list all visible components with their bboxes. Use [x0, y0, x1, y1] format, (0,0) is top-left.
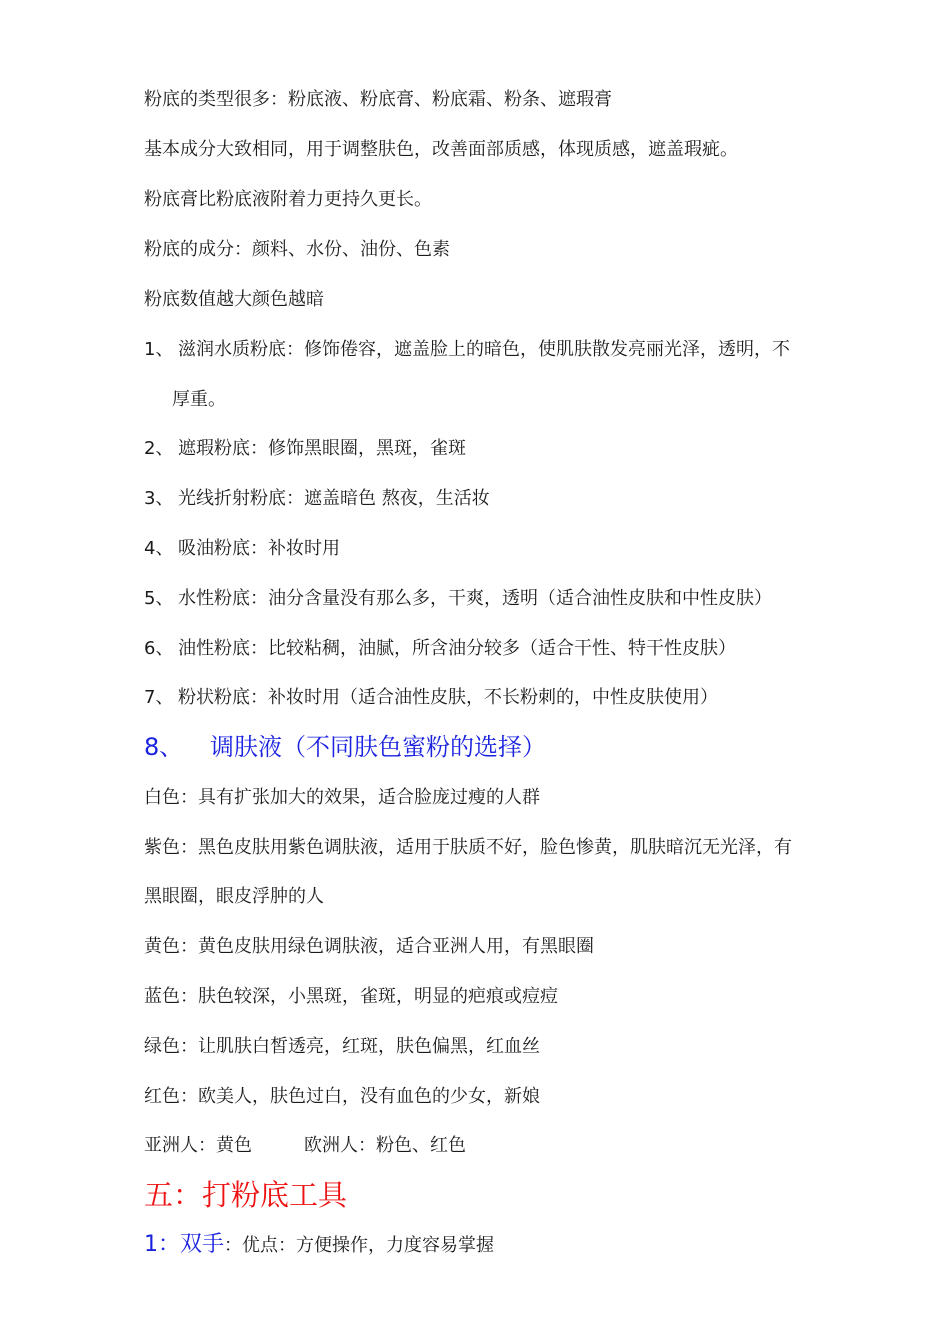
list-item-6 — [144, 637, 736, 661]
intro-line-types: 粉底的类型很多：粉底液、粉底膏、粉底霜、粉条、遮瑕膏 — [144, 89, 612, 110]
list-item-3 — [144, 487, 490, 511]
list-number: 5、 — [144, 588, 174, 609]
intro-line-adhesion: 粉底膏比粉底液附着力更持久更长。 — [144, 189, 432, 210]
color-red: 红色：欧美人，肤色过白，没有血色的少女，新娘 — [144, 1086, 540, 1107]
list-text: 吸油粉底：补妆时用 — [178, 538, 340, 559]
color-purple: 紫色：黑色皮肤用紫色调肤液，适用于肤质不好，脸色惨黄，肌肤暗沉无光泽，有 — [144, 837, 792, 858]
list-item-4 — [144, 537, 340, 561]
tool-1-label: 1：双手 — [144, 1232, 224, 1257]
section-8-number: 8、 — [144, 733, 184, 761]
list-text: 水性粉底：油分含量没有那么多，干爽，透明（适合油性皮肤和中性皮肤） — [178, 588, 772, 609]
color-blue: 蓝色：肤色较深，小黑斑，雀斑，明显的疤痕或痘痘 — [144, 986, 558, 1007]
list-text: 滋润水质粉底：修饰倦容，遮盖脸上的暗色，使肌肤散发亮丽光泽，透明，不 — [178, 339, 790, 360]
intro-line-composition: 基本成分大致相同，用于调整肤色，改善面部质感，体现质感，遮盖瑕疵。 — [144, 139, 738, 160]
list-item-5 — [144, 587, 772, 611]
color-purple-continued: 黑眼圈，眼皮浮肿的人 — [144, 886, 324, 907]
section-5-heading: 五：打粉底工具 — [144, 1178, 348, 1212]
color-white: 白色：具有扩张加大的效果，适合脸庞过瘦的人群 — [144, 787, 540, 808]
list-item-1-continued: 厚重。 — [172, 389, 226, 410]
section-8-title: 调肤液（不同肤色蜜粉的选择） — [210, 733, 546, 761]
list-number: 4、 — [144, 538, 174, 559]
list-number: 6、 — [144, 638, 174, 659]
european-shade: 欧洲人：粉色、红色 — [304, 1135, 466, 1156]
intro-line-shade: 粉底数值越大颜色越暗 — [144, 289, 324, 310]
tool-1-line — [144, 1233, 494, 1258]
list-item-7 — [144, 686, 718, 710]
list-text: 粉状粉底：补妆时用（适合油性皮肤，不长粉刺的，中性皮肤使用） — [178, 687, 718, 708]
section-8-heading — [144, 732, 546, 762]
color-green: 绿色：让肌肤白皙透亮，红斑，肤色偏黑，红血丝 — [144, 1036, 540, 1057]
region-shades — [144, 1134, 466, 1158]
list-text: 光线折射粉底：遮盖暗色 熬夜，生活妆 — [178, 488, 490, 509]
tool-1-text: ：优点：方便操作，力度容易掌握 — [224, 1235, 494, 1256]
list-number: 2、 — [144, 438, 174, 459]
list-item-2 — [144, 437, 466, 461]
intro-line-ingredients: 粉底的成分：颜料、水份、油份、色素 — [144, 239, 450, 260]
list-number: 7、 — [144, 687, 174, 708]
list-number: 1、 — [144, 339, 174, 360]
list-text: 遮瑕粉底：修饰黑眼圈，黑斑，雀斑 — [178, 438, 466, 459]
list-item-1 — [144, 338, 790, 362]
list-number: 3、 — [144, 488, 174, 509]
asian-shade: 亚洲人：黄色 — [144, 1135, 252, 1156]
list-text: 油性粉底：比较粘稠，油腻，所含油分较多（适合干性、特干性皮肤） — [178, 638, 736, 659]
color-yellow: 黄色：黄色皮肤用绿色调肤液，适合亚洲人用，有黑眼圈 — [144, 936, 594, 957]
